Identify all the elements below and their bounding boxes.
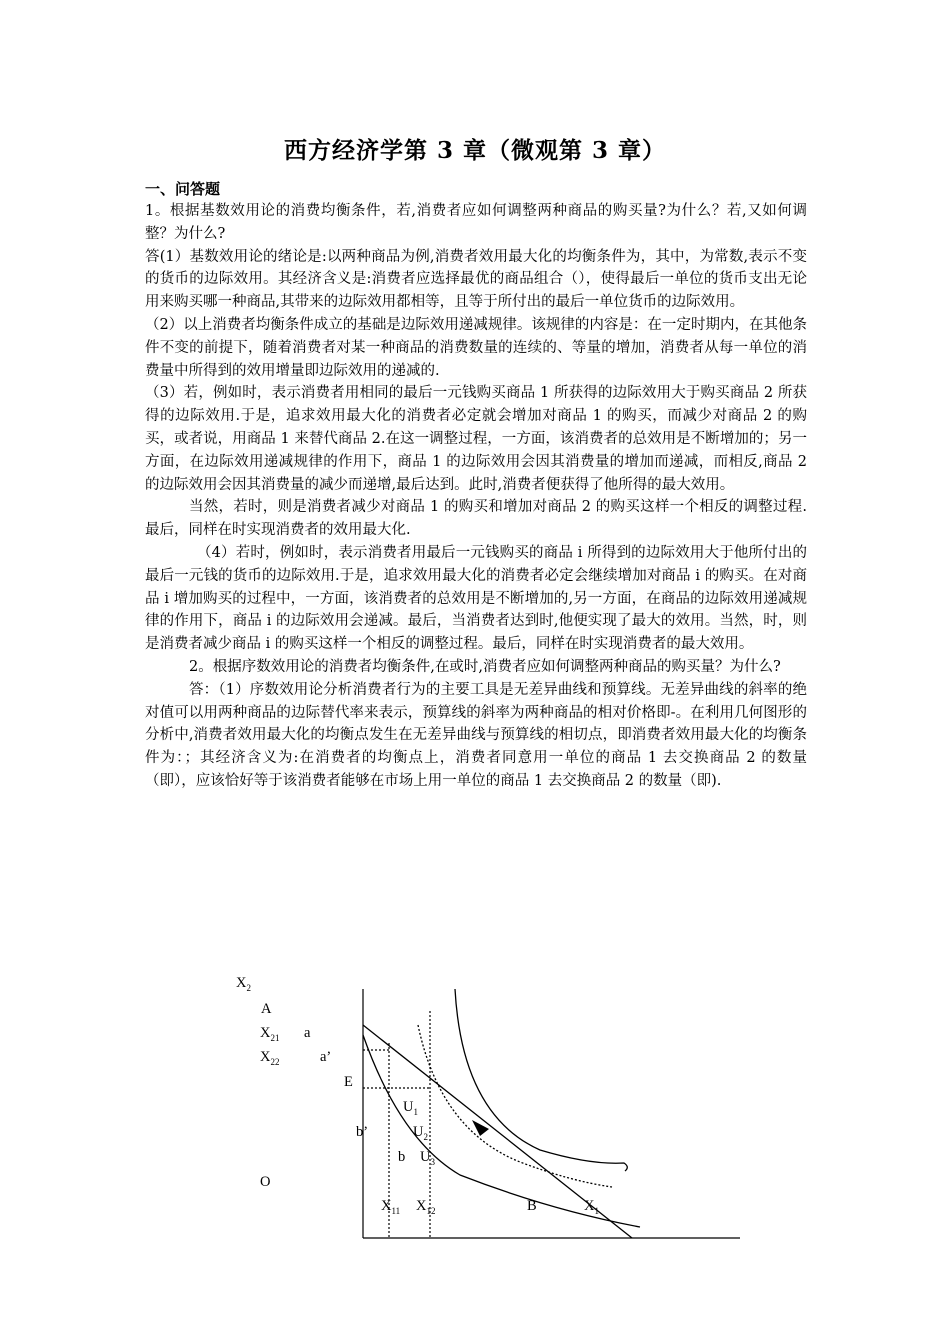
label-small-a: a — [304, 1025, 311, 1041]
answer-1-part-3-cont: 当然，若时，则是消费者减少对商品 1 的购买和增加对商品 2 的购买这样一个相反的调整过程.最后，同样在时实现消费者的效用最大化. — [145, 499, 807, 539]
label-small-b: b — [398, 1149, 406, 1165]
x2-subscript: 2 — [246, 982, 251, 993]
x11-text: X — [381, 1198, 392, 1214]
label-a-point: A — [261, 1001, 272, 1017]
u1-text: U — [403, 1099, 414, 1115]
x11-subscript: 11 — [391, 1205, 401, 1216]
answer-2-part-1: 答：（1）序数效用论分析消费者行为的主要工具是无差异曲线和预算线。无差异曲线的斜率的绝对值可以用两种商品的边际替代率来表示，预算线的斜率为两种商品的相对价格即-。在利用几何图形的分析中,消费者效用最大化的均衡点发生在无差异曲线与预算线的相切点，即消费者效用最大化的均衡条件为：；其经济含义为:在消费者的均衡点上，消费者同意用一单位的商品 1 去交换商品 2 的数量（即），应该恰好等于该消费者能够在市场上用一单位的商品 1 去交换商品 2 的数量（即). — [145, 681, 807, 789]
answer-1-part-3: （3）若，例如时，表示消费者用相同的最后一元钱购买商品 1 所获得的边际效用大于购买商品 2 所获得的边际效用.于是，追求效用最大化的消费者必定就会增加对商品 1 的购买，而减少对商品 2 的购买，或者说，用商品 1 来替代商品 2.在这一调整过程，一方面，该消费者的总效用是不断增加的；另一方面，在边际效用递减规律的作用下，商品 1 的边际效用会因其消费量的增加而递减，而相反,商品 2 的边际效用会因其消费量的减少而递增,最后达到。此时,消费者便获得了他所得的最大效用。 — [145, 385, 807, 493]
indifference-curve-u2 — [418, 1025, 612, 1187]
x1-text: X — [584, 1198, 595, 1214]
label-b-prime: b’ — [356, 1124, 369, 1140]
x2-text: X — [236, 975, 247, 991]
label-b-point: B — [527, 1198, 537, 1214]
x22-subscript: 22 — [270, 1056, 280, 1067]
diagram-graphic — [0, 965, 950, 1255]
u3-text: U — [420, 1149, 431, 1165]
label-origin: O — [260, 1174, 271, 1190]
label-x21 — [260, 1025, 279, 1043]
label-u2 — [413, 1124, 428, 1142]
u3-subscript: 3 — [430, 1156, 435, 1167]
label-x22 — [260, 1049, 279, 1067]
document-title: 西方经济学第 3 章（微观第 3 章） — [283, 137, 667, 164]
label-a-prime: a’ — [320, 1049, 332, 1065]
x21-subscript: 21 — [270, 1032, 280, 1043]
indifference-curve-u3 — [455, 989, 627, 1171]
label-x11 — [381, 1198, 400, 1216]
answer-1-part-2: （2）以上消费者均衡条件成立的基础是边际效用递减规律。该规律的内容是：在一定时期内，在其他条件不变的前提下，随着消费者对某一种商品的消费数量的连续的、等量的增加，消费者从每一单位的消费量中所得到的效用增量即边际效用的递减的. — [145, 316, 807, 379]
section-heading: 一、问答题 — [145, 180, 221, 198]
x22-text: X — [260, 1049, 271, 1065]
label-u3 — [420, 1149, 435, 1167]
label-u1 — [403, 1099, 418, 1117]
u2-text: U — [413, 1124, 424, 1140]
u2-subscript: 2 — [423, 1131, 428, 1142]
question-2: 2。根据序数效用论的消费者均衡条件,在或时,消费者应如何调整两种商品的购买量？为什么? — [189, 658, 781, 675]
x21-text: X — [260, 1025, 271, 1041]
u1-subscript: 1 — [413, 1106, 418, 1117]
indifference-curve-diagram — [0, 965, 950, 1255]
x12-subscript: 12 — [426, 1205, 436, 1216]
answer-1-part-1: 答(1）基数效用论的绪论是:以两种商品为例,消费者效用最大化的均衡条件为，其中，为常数,表示不变的货币的边际效用。其经济含义是:消费者应选择最优的商品组合（），使得最后一单位的货币支出无论用来购买哪一种商品,其带来的边际效用都相等，且等于所付出的最后一单位货币的边际效用。 — [145, 248, 807, 311]
x1-subscript: 1 — [594, 1205, 599, 1216]
label-e-point: E — [344, 1074, 353, 1090]
label-x12 — [416, 1198, 435, 1216]
axis-label-x1 — [584, 1198, 599, 1216]
x12-text: X — [416, 1198, 427, 1214]
answer-1-part-4: （4）若时，例如时，表示消费者用最后一元钱购买的商品 i 所得到的边际效用大于他所付出的最后一元钱的货币的边际效用.于是，追求效用最大化的消费者必定会继续增加对商品 i 的购买。在对商品 i 增加购买的过程中，一方面，该消费者的总效用是不断增加的,另一方面，在商品的边际效用递减规律的作用下，商品 i 的边际效用会递减。最后，当消费者达到时,他便实现了最大的效用。当然，时，则是消费者减少商品 i 的购买这样一个相反的调整过程。最后，同样在时实现消费者的最大效用。 — [145, 544, 807, 653]
axis-label-x2 — [236, 975, 251, 993]
question-1: 1。根据基数效用论的消费均衡条件，若,消费者应如何调整两种商品的购买量?为什么？若,又如何调整？为什么? — [145, 203, 807, 242]
document-body — [145, 200, 807, 793]
